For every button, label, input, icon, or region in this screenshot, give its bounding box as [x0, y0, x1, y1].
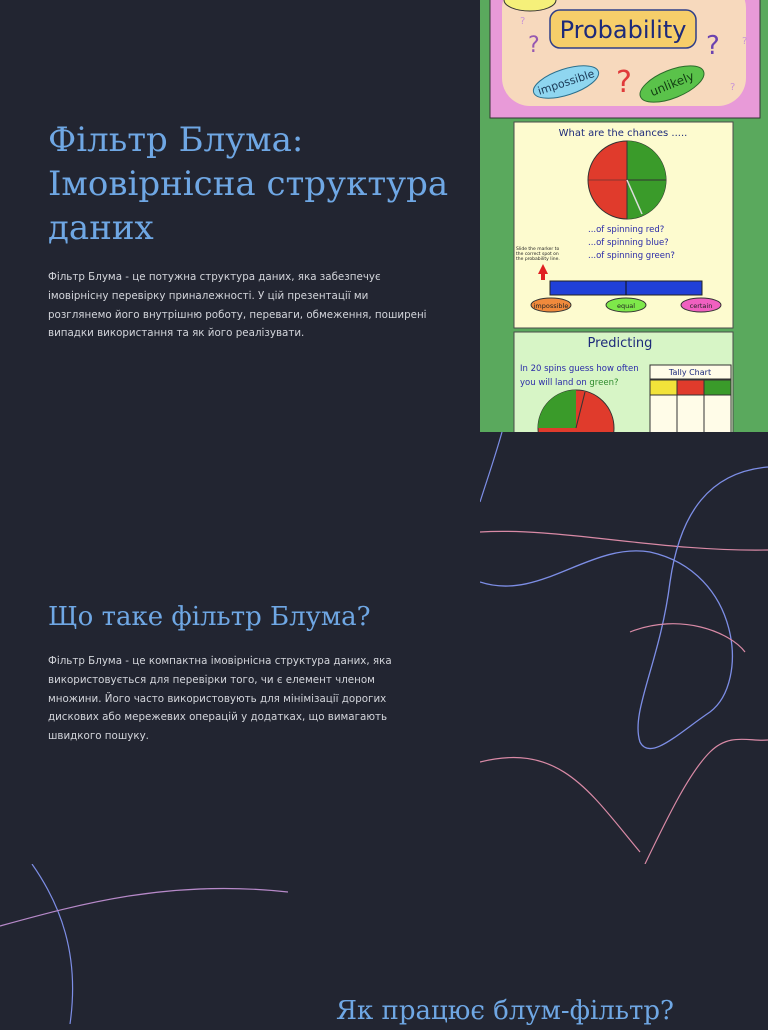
svg-text:?: ? [520, 16, 526, 27]
scale-certain: certain [689, 302, 713, 310]
slide-3 [0, 864, 768, 1024]
predicting-title: Predicting [587, 336, 653, 351]
slide-1 [0, 0, 768, 432]
impossible-word: impossible [536, 67, 597, 98]
chances-line-2: ...of spinning blue? [588, 238, 669, 248]
predicting-card [514, 332, 733, 432]
slide-3-title: Як працює блум-фільтр? [336, 996, 674, 1026]
slide-1-title: Фільтр Блума: Імовірнісна структура даних [48, 120, 449, 248]
slider-instruction-3: the probability line. [516, 257, 560, 262]
predicting-green-word: green? [589, 378, 619, 388]
svg-text:?: ? [616, 65, 632, 100]
unlikely-word: unlikely [647, 68, 697, 100]
probability-word: Probability [559, 16, 687, 44]
slider-instruction-2: the correct spot on [516, 252, 559, 257]
svg-text:?: ? [730, 82, 736, 93]
chances-title: What are the chances ..... [558, 128, 688, 139]
svg-text:?: ? [706, 31, 720, 61]
chances-card [514, 122, 733, 328]
svg-text:you will land on green? [520, 378, 618, 388]
tally-chart-title: Tally Chart [668, 368, 712, 377]
slide-2 [0, 432, 768, 864]
predicting-question-2: you will land on [520, 378, 590, 388]
svg-text:?: ? [742, 36, 748, 47]
slide-2-title: Що таке фільтр Блума? [48, 602, 371, 632]
slide-2-body: Фільтр Блума - це компактна імовірнісна структура даних, яка використовується для перевірки того, чи є елемент членом множини. Його часто використовують для мінімізації дорогих дискових або мережевих операцій у додатках, що вимагають швидкого пошуку. [48, 655, 392, 743]
scale-equal: equal [616, 302, 636, 310]
slider-instruction-1: Slide the marker to [516, 247, 560, 252]
chances-line-3: ...of spinning green? [588, 251, 675, 261]
probability-illustration [480, 0, 768, 432]
slide-1-body: Фільтр Блума - це потужна структура даних, яка забезпечує імовірнісну перевірку приналежності. У цій презентації ми розглянемо його внутрішню роботу, переваги, обмеження, поширені випадки використання та як його реалізувати. [48, 271, 427, 340]
probability-card [490, 0, 760, 118]
chances-line-1: ...of spinning red? [588, 225, 665, 235]
predicting-question-1: In 20 spins guess how often [520, 364, 639, 374]
decorative-curves [480, 432, 768, 864]
scale-impossible: impossible [533, 302, 569, 310]
decorative-curves-left [0, 864, 288, 1024]
svg-text:?: ? [528, 33, 540, 58]
